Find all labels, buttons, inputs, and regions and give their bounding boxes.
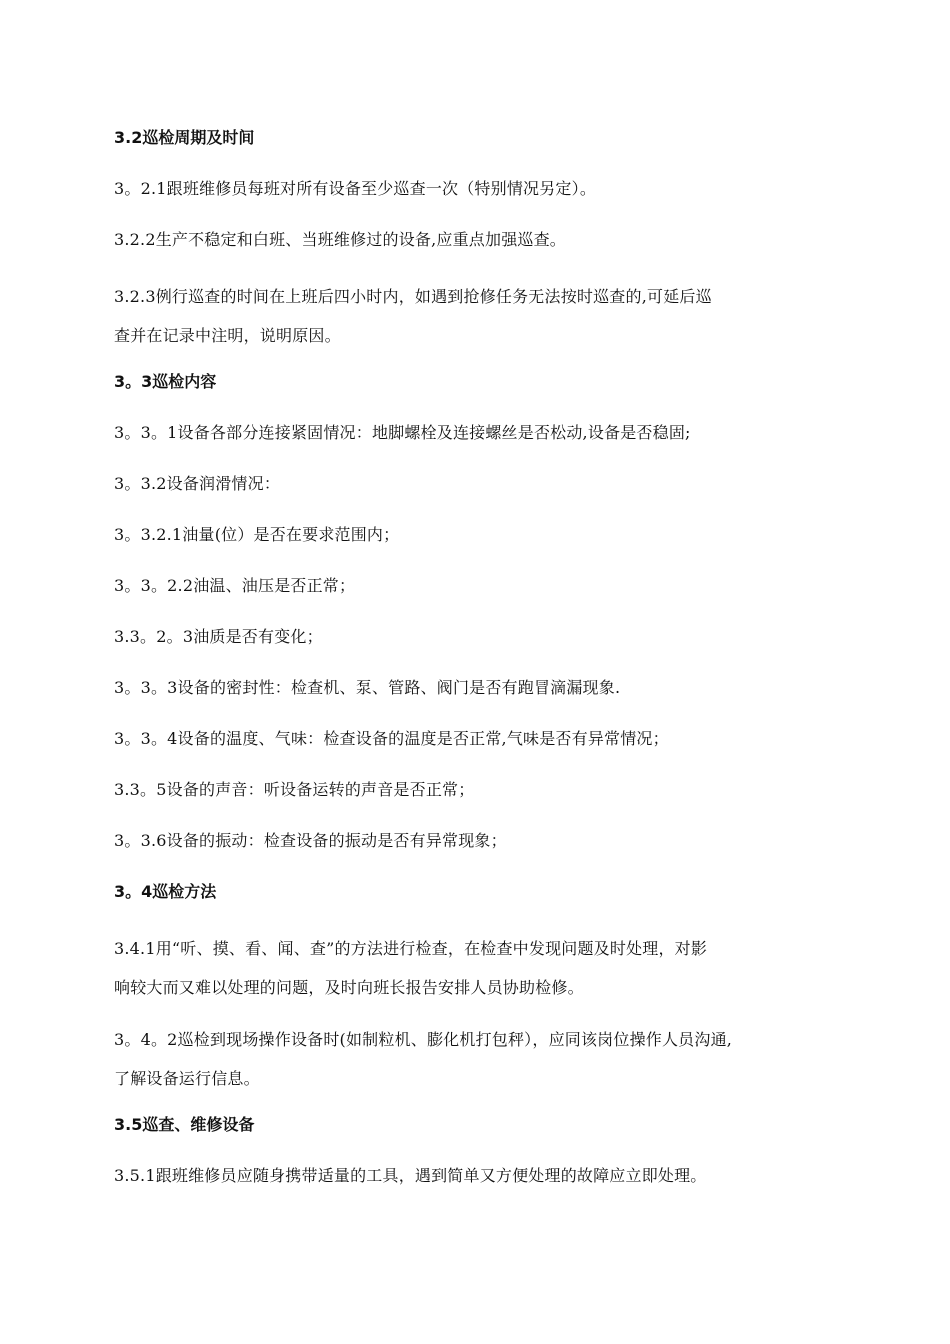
- paragraph-line: 3。4。2巡检到现场操作设备时(如制粒机、膨化机打包秤），应同该岗位操作人员沟通,: [114, 1030, 733, 1049]
- paragraph-3-5-1: 3.5.1跟班维修员应随身携带适量的工具，遇到简单又方便处理的故障应立即处理。: [114, 1166, 707, 1185]
- paragraph-3-2-3: [114, 277, 838, 355]
- list-item: 3.3。2。3油质是否有变化；: [114, 627, 323, 646]
- section-heading-3-4: 3。4巡检方法: [114, 882, 217, 901]
- paragraph-line: 3.2.3例行巡查的时间在上班后四小时内，如遇到抢修任务无法按时巡查的,可延后巡: [114, 287, 712, 306]
- paragraph-3-4-2: [114, 1020, 838, 1098]
- list-item: 3。3.2.1油量(位）是否在要求范围内；: [114, 525, 400, 544]
- section-heading-3-2: 3.2巡检周期及时间: [114, 128, 255, 147]
- paragraph-line: 响较大而又难以处理的问题，及时向班长报告安排人员协助检修。: [114, 978, 584, 997]
- paragraph-3-4-1: [114, 929, 838, 1007]
- list-item: 3。3。4设备的温度、气味：检查设备的温度是否正常,气味是否有异常情况；: [114, 729, 669, 748]
- paragraph-line: 查并在记录中注明，说明原因。: [114, 326, 341, 345]
- section-heading-3-5: 3.5巡查、维修设备: [114, 1115, 255, 1134]
- paragraph-line: 3.4.1用“听、摸、看、闻、查”的方法进行检查，在检查中发现问题及时处理，对影: [114, 939, 708, 958]
- paragraph-3-2-2: 3.2.2生产不稳定和白班、当班维修过的设备,应重点加强巡查。: [114, 230, 566, 249]
- list-item: 3。3。2.2油温、油压是否正常；: [114, 576, 356, 595]
- list-item: 3。3.6设备的振动：检查设备的振动是否有异常现象；: [114, 831, 507, 850]
- section-heading-3-3: 3。3巡检内容: [114, 372, 217, 391]
- paragraph-line: 了解设备运行信息。: [114, 1069, 260, 1088]
- paragraph-3-2-1: 3。2.1跟班维修员每班对所有设备至少巡查一次（特别情况另定）。: [114, 179, 597, 198]
- list-item: 3.3。5设备的声音：听设备运转的声音是否正常；: [114, 780, 475, 799]
- list-item: 3。3。3设备的密封性：检查机、泵、管路、阀门是否有跑冒滴漏现象.: [114, 678, 621, 697]
- list-item: 3。3。1设备各部分连接紧固情况：地脚螺栓及连接螺丝是否松动,设备是否稳固;: [114, 423, 691, 442]
- list-item: 3。3.2设备润滑情况：: [114, 474, 281, 493]
